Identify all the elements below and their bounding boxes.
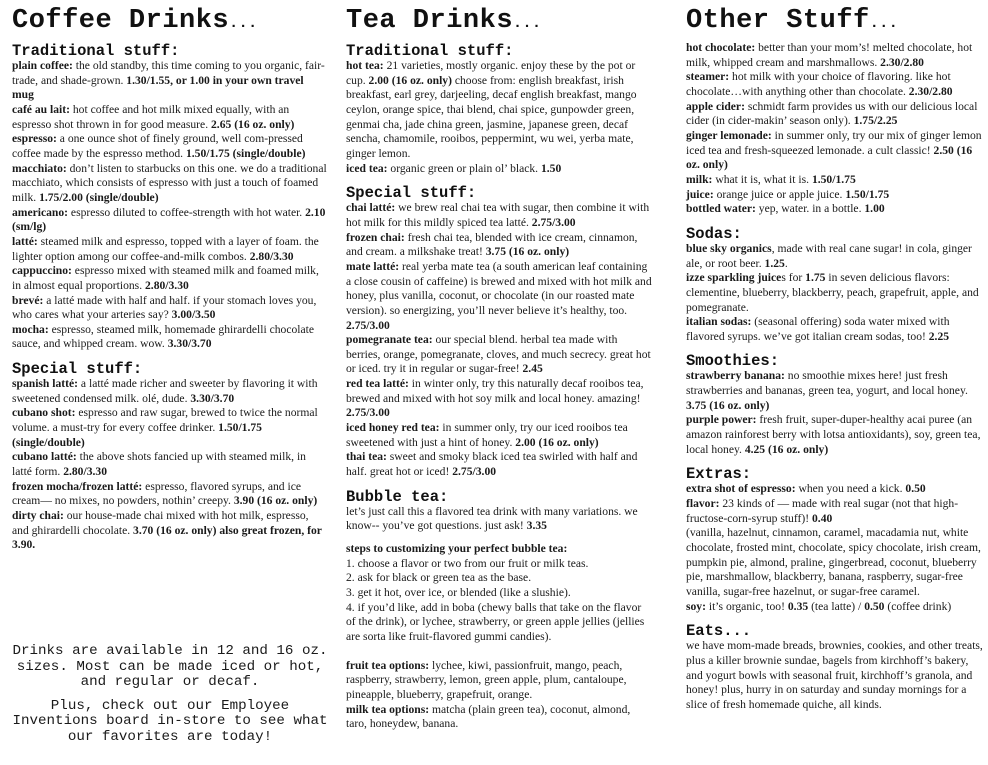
section-heading: Special stuff: [12,360,143,379]
item-price: 2.80/3.30 [145,278,189,292]
item-price: 3.70 (16 oz. only) also great frozen, for 3.90. [12,523,322,552]
item-price: 3.35 [526,519,547,533]
item-name: soy: [686,599,706,613]
section-heading: Special stuff: [346,184,477,203]
item-name: izze sparkling juice [686,271,782,285]
item-name: milk tea options: [346,702,430,716]
title-text: Tea Drinks [346,6,514,36]
item-description: no smoothie mixes here! just fresh strawberries and bananas, green tea, yogurt, and local honey. [686,369,968,398]
item-description: lychee, kiwi, passionfruit, mango, peach, raspberry, strawberry, lemon, green apple, plum, cantaloupe, pineapple, blueberry, grapefruit, orange. [346,658,627,701]
item-price: 3.90 (16 oz. only) [233,494,318,508]
item-name: cappuccino: [12,264,72,278]
item-price: 2.80/3.30 [63,465,107,479]
item-description: yep, water. in a bottle. [755,202,865,216]
item-price: 1.50/1.75 [811,172,856,186]
item-name: milk: [686,172,713,186]
item-name: steamer: [686,70,730,84]
steps-title-text: steps to customizing your perfect bubble tea: [346,542,568,556]
item-price: 3.30/3.70 [167,337,212,351]
item-description: s for [781,271,806,285]
item-price: 2.75/3.00 [346,318,390,332]
item-name: flavor: [686,497,720,511]
item-name: iced tea: [346,161,388,175]
item-description: hot milk with your choice of flavoring. like hot chocolate…with anything other than chocolate. [686,70,951,98]
coffee-drinks-column [12,4,328,745]
item-description: , made with real cane sugar! in cola, ginger ale, or root beer. [686,241,972,270]
item-name: brevé: [12,293,44,307]
menu-item [346,333,652,377]
item-description: hot coffee and hot milk mixed equally, with an espresso shot thrown in for good measure. [12,102,290,131]
item-price: 0.40 [812,511,833,525]
menu-item [686,413,984,457]
item-description: (vanilla, hazelnut, cinnamon, caramel, macadamia nut, white chocolate, frosted mint, chocolate, spicy chocolate, irish cream, pumpkin pie, almond, praline, gingerbread, coconut, blueberry pie, marshmallow, blackberry, banana, raspberry, sugar-free vanilla, sugar-free hazelnut, or sugar-free caramel. [686,526,981,598]
item-name: thai tea: [346,450,387,464]
section-heading: Extras: [686,465,752,484]
item-description: matcha (plain green tea), coconut, almond, taro, honeydew, banana. [346,702,631,731]
item-description: fresh chai tea, blended with ice cream, cinnamon, and cream. a milkshake treat! [346,230,638,259]
menu-item [12,406,328,450]
menu-item [686,600,984,615]
item-description: real yerba mate tea (a south american leaf containing a close cousin of caffeine) is brewed and mixed with hot milk and honey, plus vanilla, coconut, or chocolate (in our roasted mate version). so energizing, you’ll never believe it’s healthy, too. [346,259,652,317]
item-name: cubano shot: [12,406,76,420]
item-description: in summer only, try our iced rooibos tea sweetened with just a hint of honey. [346,421,628,449]
section-heading: Sodas: [686,224,742,243]
item-name: cubano latté: [12,450,77,464]
menu-item [346,421,652,450]
item-name: iced honey red tea: [346,421,440,435]
item-description: in summer only, try our mix of ginger lemon iced tea and fresh-squeezed lemonade. a cult classic! [686,128,982,157]
item-price: 2.75/3.00 [452,465,497,479]
item-price: 1.50/1.75 [845,187,890,201]
item-description: (coffee drink) [884,599,952,613]
tea-drinks-title [346,4,652,41]
step-item: 2. ask for black or green tea as the base. [346,571,532,585]
menu-item [686,482,984,497]
menu-item [12,450,328,479]
menu-item [346,231,652,260]
item-price: 3.75 (16 oz. only) [485,245,570,259]
menu-footnote [12,644,328,753]
item-price: 1.50/1.75 (single/double) [185,146,306,160]
menu-item [12,264,328,293]
item-price: 4.25 (16 oz. only) [744,442,829,456]
title-ellipsis: ... [229,15,258,32]
item-description: espresso, steamed milk, homemade ghirardelli chocolate sauce, and whipped cream. wow. [12,322,314,351]
other-sections [686,41,984,713]
bubble-tea-section [346,489,652,732]
item-description: choose from: english breakfast, irish breakfast, earl grey, darjeeling, decaf english breakfast, mango ceylon, orange spice, thai blend, chai spice, gunpowder green, genmai cha, jade china green, jasmine, japanese green, decaf sencha, chamomile, rooibos, peppermint, wu wei, yerba mate, ginger lemon. [346,73,637,160]
item-description: don’t listen to starbucks on this one. we do a traditional macchiato, which consists of espresso with just a touch of foamed milk. [12,161,327,204]
menu-item [686,242,984,271]
item-description: a latté made with half and half. if your stomach loves you, who cares what your arteries say? [12,293,317,322]
item-description: our special blend. herbal tea made with berries, orange, pomegranate, cloves, and much secrecy. great hot or iced. try it in regular or sugar-free! [346,333,651,376]
bubble-tea-intro [346,505,652,534]
steps-title [346,542,652,557]
item-name: apple cider: [686,99,745,113]
fruit-tea-options [346,659,652,703]
menu-section [686,41,984,217]
item-price: 2.65 (16 oz. only) [211,117,295,131]
item-name: italian sodas: [686,315,752,329]
item-description: in winter only, try this naturally decaf rooibos tea, brewed and mixed with hot soy milk and local honey. amazing! [346,377,644,405]
item-price: 3.30/3.70 [190,391,235,405]
menu-item [346,162,652,177]
item-description: orange juice or apple juice. [713,187,846,201]
section-heading: Eats... [686,622,752,641]
item-description: a one ounce shot of finely ground, well com-pressed coffee made by the espresso method. [12,132,303,160]
item-price: 2.00 (16 oz. only) [368,73,452,87]
item-description: the old standby, this time coming to you organic, fair-trade, and shade-grown. [12,59,325,87]
menu-item [12,323,328,352]
menu-item [686,188,984,203]
item-description: schmidt farm provides us with our delicious local cider (in cider-makin’ season only). [686,99,978,128]
menu-item [686,526,984,599]
menu-item [346,59,652,162]
item-price: 0.35 [787,599,809,613]
menu-section [686,353,984,457]
item-name: extra shot of espresso: [686,482,796,496]
item-description: a latté made richer and sweeter by flavoring it with sweetened condensed milk. olé, dude. [12,377,318,405]
item-name: spanish latté: [12,377,79,391]
item-name: americano: [12,205,69,219]
item-name: café au lait: [12,102,70,116]
item-name: blue sky organics [686,241,772,255]
menu-item [686,70,984,99]
menu-item [686,369,984,413]
item-description: what it is, what it is. [712,172,812,186]
other-stuff-column [686,4,984,722]
item-name: fruit tea options: [346,658,430,672]
other-stuff-title [686,4,984,41]
item-name: frozen mocha/frozen latté: [12,479,143,493]
item-price: 2.75/3.00 [531,215,576,229]
menu-item [686,41,984,70]
menu-item [686,315,984,344]
menu-item [12,235,328,264]
item-description: we have mom-made breads, brownies, cookies, and other treats, plus a killer brownie sundae, bagels from kirchhoff’s bakery, and yogurt bowls with seasonal fruit, kirchhoff’s granola, and honey! plus, hurry in on saturday and sunday mornings for a slice of fresh homemade quiche, all kinds. [686,639,983,711]
item-description: (seasonal offering) soda water mixed with flavored syrups. we’ve got italian cream sodas, too! [686,315,950,343]
item-description: espresso mixed with steamed milk and foamed milk, in almost equal proportions. [12,264,319,292]
coffee-drinks-title [12,4,328,41]
menu-section [12,361,328,553]
item-price: 1.75 [805,271,826,285]
item-name: chai latté: [346,201,396,215]
milk-tea-options [346,703,652,732]
item-description: . [784,256,788,270]
menu-section [346,43,652,176]
menu-item [346,377,652,421]
item-name: latté: [12,234,38,248]
step-item: 1. choose a flavor or two from our fruit or milk teas. [346,556,589,570]
title-ellipsis: ... [869,15,899,32]
menu-item [12,294,328,323]
item-price: 0.50 [905,482,926,496]
tea-drinks-column [346,4,652,741]
item-name: plain coffee: [12,59,73,72]
item-name: hot chocolate: [686,41,756,54]
item-name: dirty chai: [12,509,64,523]
menu-item [12,480,328,509]
item-price: 2.30/2.80 [880,55,924,69]
item-name: red tea latté: [346,377,409,391]
item-price: 1.00 [864,202,885,216]
menu-item [686,129,984,173]
menu-section [686,466,984,614]
section-heading: Smoothies: [686,352,780,371]
item-description: espresso, flavored syrups, and ice cream— no mixes, no powders, nothin’ creepy. [12,479,302,508]
coffee-sections [12,43,328,553]
menu-item [686,639,984,712]
menu-item [12,509,328,553]
menu-item [12,377,328,406]
sizes-note: Drinks are available in 12 and 16 oz. sizes. Most can be made iced or hot, and regular or decaf. [12,643,328,690]
menu-item [686,202,984,217]
item-description: when you need a kick. [795,482,906,496]
item-price: 2.75/3.00 [346,406,390,420]
item-name: frozen chai: [346,230,405,244]
menu-item [12,162,328,206]
menu-section [12,43,328,352]
item-name: purple power: [686,413,757,427]
title-text: Other Stuff [686,6,870,36]
item-price: 0.50 [864,599,885,613]
menu-item [12,59,328,103]
item-description: (tea latte) / [808,599,865,613]
item-name: ginger lemonade: [686,128,772,142]
item-description: fresh fruit, super-duper-healthy acai puree (an amazon rainforest berry with lotsa antioxidants), soy, green tea, local honey. [686,413,981,456]
item-description: we brew real chai tea with sugar, then combine it with hot milk for this mildly spiced tea latté. [346,201,650,229]
title-text: Coffee Drinks [12,6,230,36]
step-item: 3. get it hot, over ice, or blended (like a slushie). [346,586,571,599]
item-price: 1.30/1.55, or 1.00 in your own travel mug [12,73,304,102]
item-name: macchiato: [12,161,67,175]
item-price: 3.00/3.50 [171,308,216,322]
item-price: 1.75/2.00 (single/double) [39,190,159,204]
item-price: 3.75 (16 oz. only) [686,398,770,412]
item-description: steamed milk and espresso, topped with a layer of foam. the lighter option among our coffee-and-milk combos. [12,234,319,263]
menu-item [346,450,652,479]
item-price: 2.50 (16 oz. only) [686,143,973,172]
menu-section [686,623,984,712]
item-name: juice: [686,187,714,201]
item-description: 21 varieties, mostly organic. enjoy these by the pot or cup. [346,59,636,87]
item-description: espresso and raw sugar, brewed to twice the normal volume. a must-try for every coffee drinker. [12,406,318,435]
item-name: mate latté: [346,259,400,273]
item-description: it’s organic, too! [705,599,788,613]
item-price: 2.25 [928,329,950,343]
menu-item [346,201,652,230]
menu-item [12,206,328,235]
item-price: 2.10 (sm/lg) [12,205,326,234]
employee-inventions-note: Plus, check out our Employee Inventions board in-store to see what our favorites are today! [12,697,328,745]
menu-section [686,226,984,345]
item-description: organic green or plain ol’ black. [387,161,541,175]
item-price: 2.80/3.30 [249,249,294,263]
menu-section [346,185,652,479]
menu-item [686,497,984,526]
item-price: 1.50 [540,161,562,175]
item-name: strawberry banana: [686,369,785,383]
item-name: bottled water: [686,202,756,216]
item-description: in seven delicious flavors: clementine, blueberry, blackberry, peach, grapefruit, apple, and pomegranate. [686,271,979,314]
title-ellipsis: ... [513,15,542,32]
item-description: better than your mom’s! melted chocolate, hot milk, whipped cream and marshmallows. [686,41,973,69]
item-price: 1.50/1.75 (single/double) [12,421,262,449]
item-name: pomegranate tea: [346,333,433,347]
item-name: mocha: [12,322,49,336]
item-description: let’s just call this a flavored tea drink with many variations. we know-- you’ve got questions. just ask! [346,504,638,533]
menu-item [346,260,652,333]
menu-item [12,132,328,161]
tea-sections [346,43,652,480]
section-heading: Traditional stuff: [12,42,180,60]
item-price: 2.45 [522,362,543,376]
item-price: 2.00 (16 oz. only) [515,435,599,449]
item-description: sweet and smoky black iced tea swirled with half and half. great hot or iced! [346,450,638,479]
item-description: espresso diluted to coffee-strength with hot water. [68,205,306,219]
menu-item [686,271,984,315]
item-price: 2.30/2.80 [908,84,953,98]
item-price: 1.75/2.25 [853,114,898,128]
item-description: our house-made chai mixed with hot milk, espresso, and ghirardelli chocolate. [12,509,309,537]
menu-item [686,100,984,129]
item-price: 1.25 [764,256,785,270]
item-name: hot tea: [346,59,384,72]
item-description: 23 kinds of — made with real sugar (not that high-fructose-corn-syrup stuff)! [686,497,959,525]
menu-item [686,173,984,188]
step-item: 4. if you’d like, add in boba (chewy balls that take on the flavor of the drink), or lychee, strawberry, or green apple jellies (jellies are sorta like fruit-flavored gummi candies). [346,600,645,643]
section-heading: Bubble tea: [346,487,449,506]
menu-item [12,103,328,132]
section-heading: Traditional stuff: [346,42,514,60]
item-name: espresso: [12,132,57,146]
item-description: the above shots fancied up with steamed milk, in latté form. [12,450,306,479]
